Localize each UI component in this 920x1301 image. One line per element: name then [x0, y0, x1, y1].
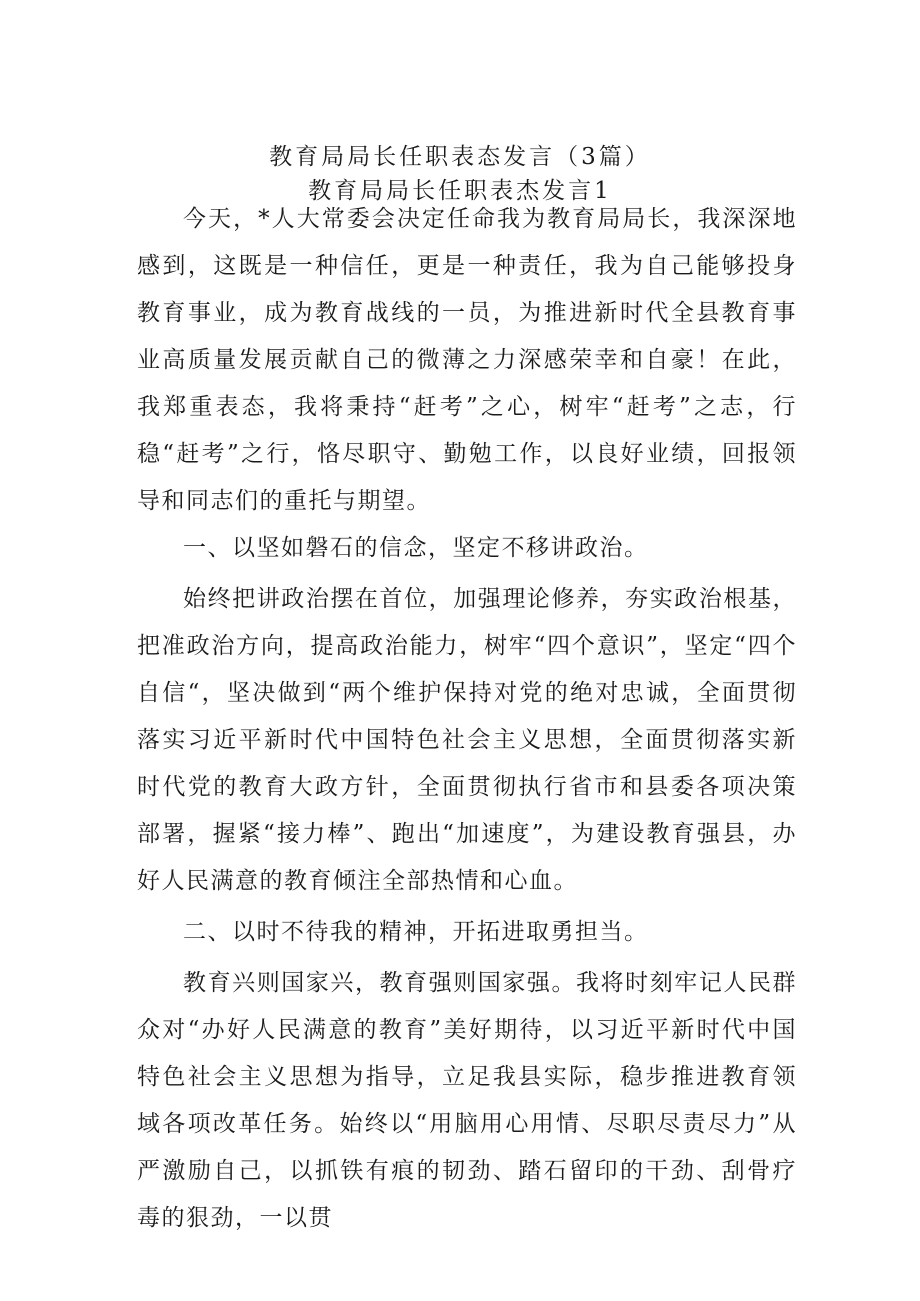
- document-body: [137, 196, 797, 1242]
- paragraph-section-2: 教育兴则国家兴，教育强则国家强。我将时刻牢记人民群众对“办好人民满意的教育”美好期待，以习近平新时代中国特色社会主义思想为指导，立足我县实际，稳步推进教育领域各项改革任务。始终以“用脑用心用情、尽职尽责尽力”从严激励自己，以抓铁有痕的韧劲、踏石留印的干劲、刮骨疗毒的狠劲，一以贯: [137, 970, 797, 1231]
- paragraph-intro: 今天，*人大常委会决定任命我为教育局局长，我深深地感到，这既是一种信任，更是一种责任，我为自己能够投身教育事业，成为教育战线的一员，为推进新时代全县教育事业高质量发展贡献自己的微薄之力深感荣幸和自豪！在此，我郑重表态，我将秉持“赶考”之心，树牢“赶考”之志，行稳“赶考”之行，恪尽职守、勤勉工作，以良好业绩，回报领导和同志们的重托与期望。: [137, 206, 797, 514]
- paragraph-section-1: 始终把讲政治摆在首位，加强理论修养，夯实政治根基，把准政治方向，提高政治能力，树牢“四个意识”，坚定“四个自信“，坚决做到“两个维护保持对党的绝对忠诚，全面贯彻落实习近平新时代中国特色社会主义思想，全面贯彻落实新时代党的教育大政方针，全面贯彻执行省市和县委各项决策部署，握紧“接力棒”、跑出“加速度”，为建设教育强县，办好人民满意的教育倾注全部热情和心血。: [137, 586, 797, 894]
- section-heading-1: 一、以坚如磐石的信念，坚定不移讲政治。: [183, 535, 649, 561]
- document-title: 教育局局长任职表态发言（3篇）: [269, 144, 651, 170]
- section-heading-2: 二、以时不待我的精神，开拓进取勇担当。: [183, 919, 649, 945]
- document-subtitle: 教育局局长任职表杰发言1: [308, 178, 612, 204]
